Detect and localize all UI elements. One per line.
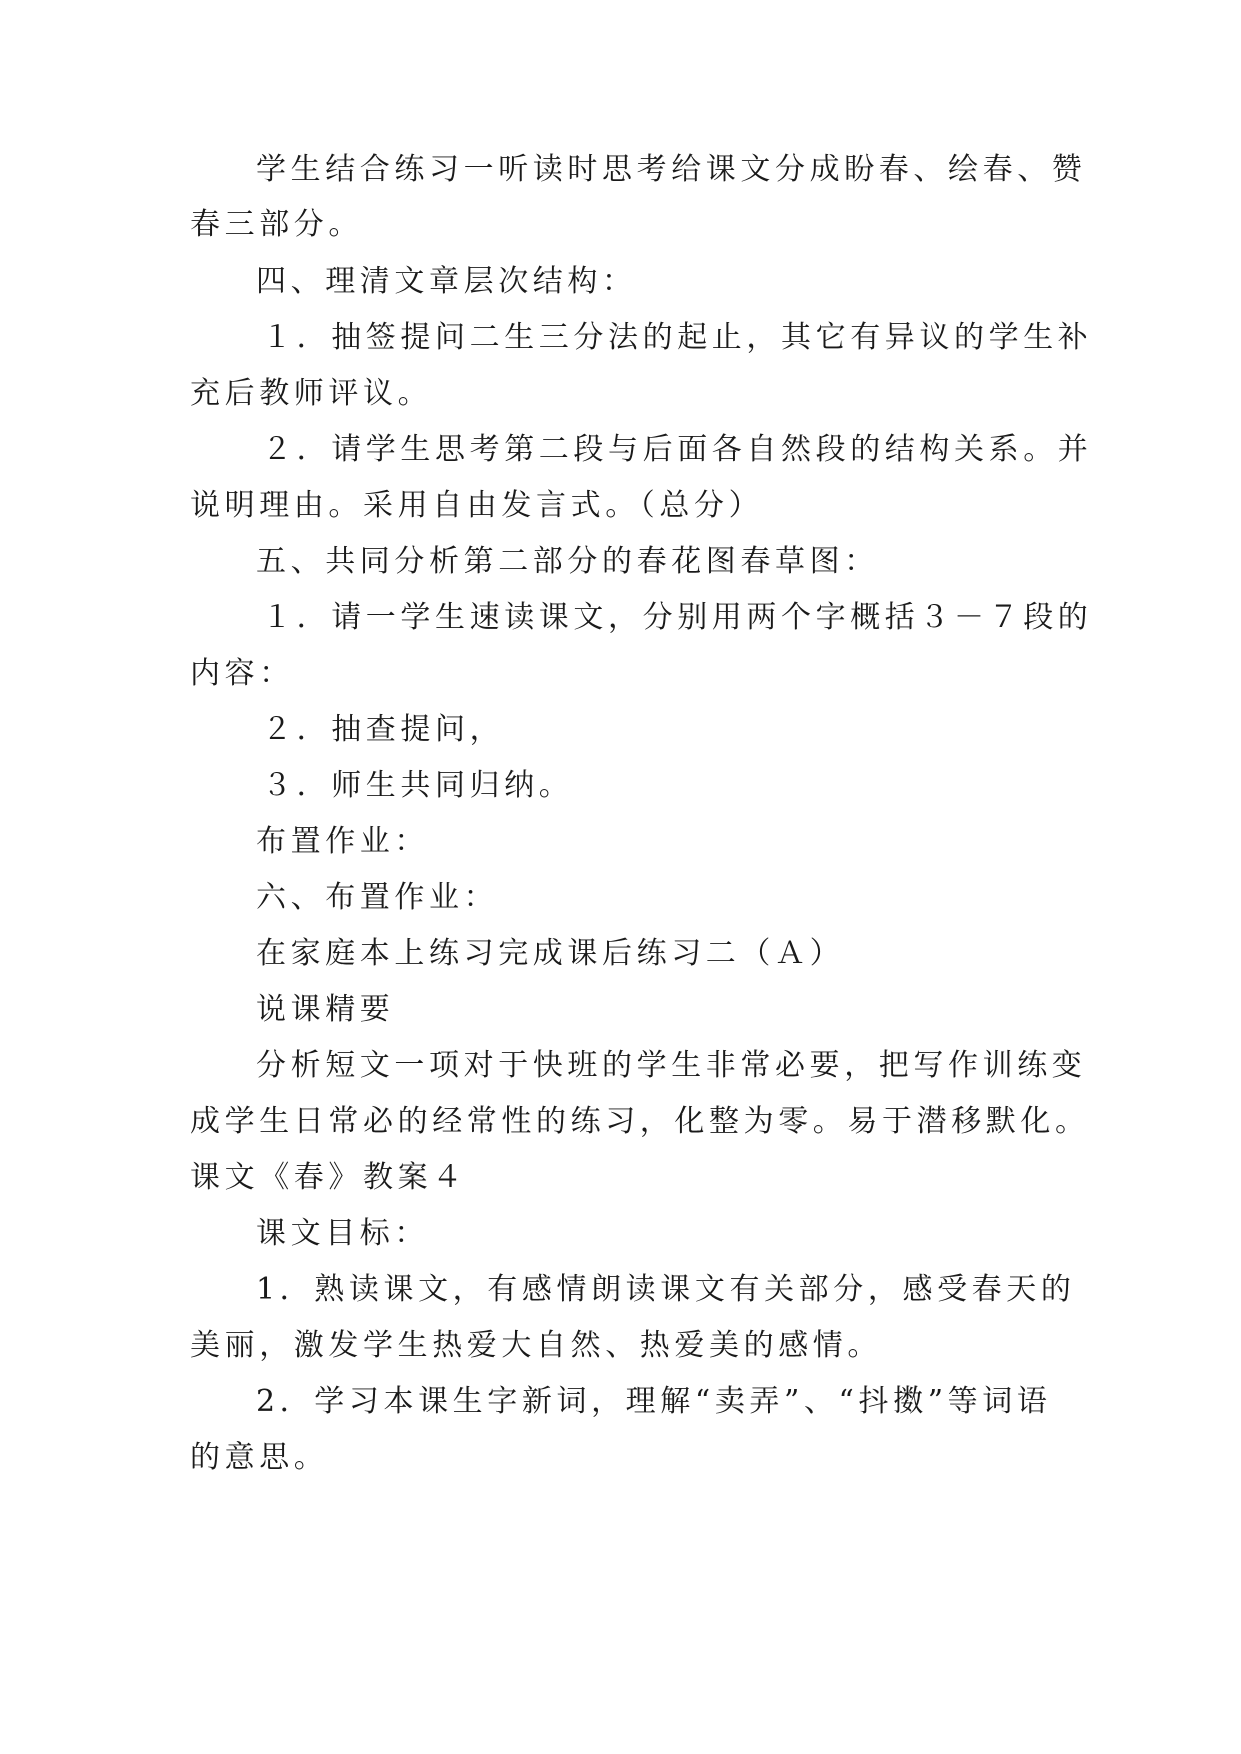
paragraph-line: 的意思。 <box>190 1440 329 1475</box>
paragraph-line: ２．抽查提问， <box>262 712 505 747</box>
section-heading: 四、理清文章层次结构： <box>256 264 637 299</box>
paragraph-line: 1．熟读课文，有感情朗读课文有关部分，感受春天的 <box>256 1272 1076 1307</box>
paragraph-line: １．抽签提问二生三分法的起止，其它有异议的学生补 <box>262 320 1093 355</box>
paragraph-line: 学生结合练习一听读时思考给课文分成盼春、绘春、赞 <box>256 152 1087 187</box>
lesson-title: 课文《春》教案４ <box>190 1160 467 1195</box>
paragraph-line: 内容： <box>190 656 294 691</box>
section-heading: 五、共同分析第二部分的春花图春草图： <box>256 544 879 579</box>
paragraph-line: ２．请学生思考第二段与后面各自然段的结构关系。并 <box>262 432 1093 467</box>
subheading: 说课精要 <box>256 992 395 1027</box>
paragraph-line: １．请一学生速读课文，分别用两个字概括３－７段的 <box>262 600 1093 635</box>
paragraph-line: 说明理由。采用自由发言式。（总分） <box>190 488 764 523</box>
paragraph-line: 在家庭本上练习完成课后练习二（Ａ） <box>256 936 845 971</box>
section-heading: 六、布置作业： <box>256 880 499 915</box>
paragraph-line: 成学生日常必的经常性的练习，化整为零。易于潜移默化。 <box>190 1104 1090 1139</box>
subheading: 课文目标： <box>256 1216 429 1251</box>
paragraph-line: 布置作业： <box>256 824 429 859</box>
paragraph-line: 充后教师评议。 <box>190 376 433 411</box>
paragraph-line: 2．学习本课生字新词，理解“卖弄”、“抖擞”等词语 <box>256 1384 1052 1419</box>
paragraph-line: ３．师生共同归纳。 <box>262 768 574 803</box>
paragraph-line: 美丽，激发学生热爱大自然、热爱美的感情。 <box>190 1328 882 1363</box>
paragraph-line: 分析短文一项对于快班的学生非常必要，把写作训练变 <box>256 1048 1087 1083</box>
paragraph-line: 春三部分。 <box>190 207 363 242</box>
